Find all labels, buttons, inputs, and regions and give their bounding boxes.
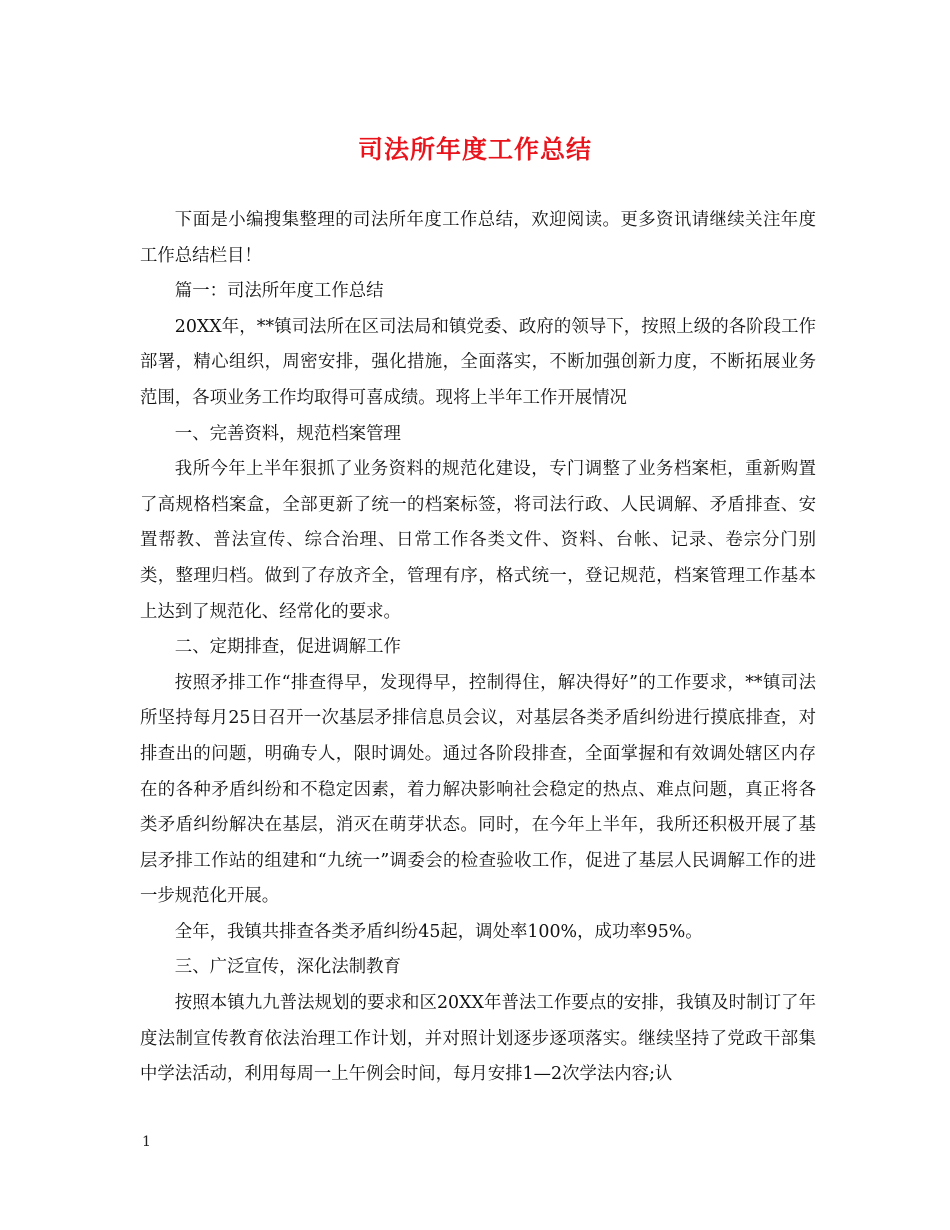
paragraph-overview: 20XX年，**镇司法所在区司法局和镇党委、政府的领导下，按照上级的各阶段工作部署，精心组织，周密安排，强化措施，全面落实，不断加强创新力度，不断拓展业务范围，各项业务工作均取得可喜成绩。现将上半年工作开展情况 — [140, 316, 816, 408]
page-number: 1 — [142, 1134, 151, 1150]
document-body — [140, 203, 816, 1093]
section-heading-1: 一、完善资料，规范档案管理 — [174, 423, 401, 444]
paragraph-archive-management: 我所今年上半年狠抓了业务资料的规范化建设，专门调整了业务档案柜，重新购置了高规格档案盒，全部更新了统一的档案标签，将司法行政、人民调解、矛盾排查、安置帮教、普法宣传、综合治理、日常工作各类文件、资料、台帐、记录、卷宗分门别类，整理归档。做到了存放齐全，管理有序，格式统一，登记规范，档案管理工作基本上达到了规范化、经常化的要求。 — [140, 459, 816, 622]
paragraph-intro: 下面是小编搜集整理的司法所年度工作总结，欢迎阅读。更多资讯请继续关注年度工作总结栏目！ — [140, 210, 816, 266]
section-heading-3: 三、广泛宣传，深化法制教育 — [174, 957, 401, 978]
section-heading-2: 二、定期排查，促进调解工作 — [174, 637, 401, 658]
paragraph-legal-education: 按照本镇九九普法规划的要求和区20XX年普法工作要点的安排，我镇及时制订了年度法制宣传教育依法治理工作计划，并对照计划逐步逐项落实。继续坚持了党政干部集中学法活动，利用每周一上午例会时间，每月安排1—2次学法内容;认 — [140, 993, 816, 1085]
paragraph-chapter-heading: 篇一：司法所年度工作总结 — [174, 281, 384, 302]
paragraph-mediation: 按照矛排工作“排查得早，发现得早，控制得住，解决得好”的工作要求，**镇司法所坚持每月25日召开一次基层矛排信息员会议，对基层各类矛盾纠纷进行摸底排查，对排查出的问题，明确专人，限时调处。通过各阶段排查，全面掌握和有效调处辖区内存在的各种矛盾纠纷和不稳定因素，着力解决影响社会稳定的热点、难点问题，真正将各类矛盾纠纷解决在基层，消灭在萌芽状态。同时，在今年上半年，我所还积极开展了基层矛排工作站的组建和“九统一”调委会的检查验收工作，促进了基层人民调解工作的进一步规范化开展。 — [140, 672, 816, 907]
document-title: 司法所年度工作总结 — [357, 135, 592, 164]
paragraph-statistics: 全年，我镇共排查各类矛盾纠纷45起，调处率100%，成功率95%。 — [174, 921, 703, 942]
